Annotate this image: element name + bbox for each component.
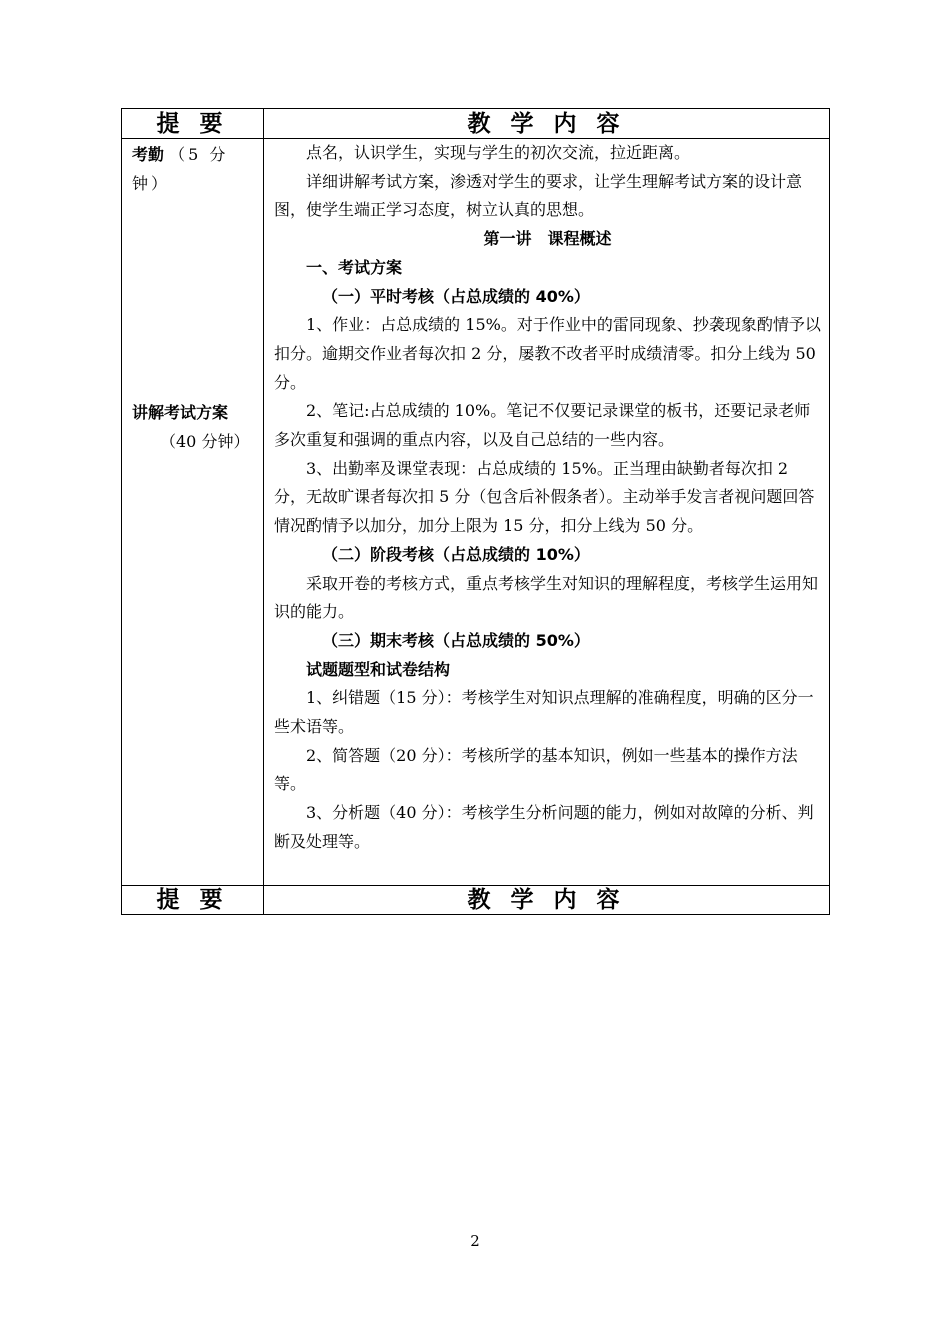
section-heading: 一、考试方案 <box>306 257 403 277</box>
header-left: 提 要 <box>156 111 229 137</box>
paragraph: 2、笔记:占总成绩的 10%。笔记不仅要记录课堂的板书，还要记录老师多次重复和强调的重点内容，以及自己总结的一些内容。 <box>274 401 811 450</box>
left-item-label: 讲解考试方案 <box>132 403 229 422</box>
column-divider <box>263 109 264 914</box>
left-item-note: （5 分钟） <box>132 145 229 193</box>
subsection-heading: （一）平时考核（占总成绩的 40%） <box>322 286 590 306</box>
paragraph: 3、分析题（40 分）：考核学生分析问题的能力，例如对故障的分析、判断及处理等。 <box>274 803 814 851</box>
subsection-heading: （二）阶段考核（占总成绩的 10%） <box>322 544 590 564</box>
paragraph: 1、纠错题（15 分）：考核学生对知识点理解的准确程度，明确的区分一些术语等。 <box>274 688 814 737</box>
page-number: 2 <box>470 1232 480 1250</box>
left-item-note: （40 分钟） <box>160 432 250 451</box>
subsection-heading: 试题题型和试卷结构 <box>306 659 451 679</box>
paragraph: 点名，认识学生，实现与学生的初次交流，拉近距离。 <box>306 143 691 162</box>
paragraph: 2、简答题（20 分）：考核所学的基本知识，例如一些基本的操作方法等。 <box>274 745 798 794</box>
left-item-exam-scheme <box>132 398 256 456</box>
lecture-title: 第一讲 课程概述 <box>483 229 612 249</box>
footer-right: 教 学 内 容 <box>467 887 626 913</box>
header-right: 教 学 内 容 <box>467 111 626 137</box>
paragraph: 3、出勤率及课堂表现：占总成绩的 15%。正当理由缺勤者每次扣 2 分，无故旷课者每次扣 5 分（包含后补假条者）。主动举手发言者视问题回答情况酌情予以加分，加分上限为 15 分，扣分上线为 50 分。 <box>274 458 815 536</box>
left-item-label: 考勤 <box>132 145 165 164</box>
left-item-attendance <box>132 140 256 198</box>
paragraph: 详细讲解考试方案，渗透对学生的要求，让学生理解考试方案的设计意图，使学生端正学习态度，树立认真的思想。 <box>274 171 803 220</box>
paragraph: 1、作业：占总成绩的 15%。对于作业中的雷同现象、抄袭现象酌情予以扣分。逾期交作业者每次扣 2 分，屡教不改者平时成绩清零。扣分上线为 50 分。 <box>274 315 821 392</box>
content-column <box>274 139 821 857</box>
lesson-plan-table <box>121 108 830 915</box>
footer-left: 提 要 <box>156 887 229 913</box>
paragraph: 采取开卷的考核方式，重点考核学生对知识的理解程度，考核学生运用知识的能力。 <box>274 573 819 622</box>
subsection-heading: （三）期末考核（占总成绩的 50%） <box>322 630 590 650</box>
